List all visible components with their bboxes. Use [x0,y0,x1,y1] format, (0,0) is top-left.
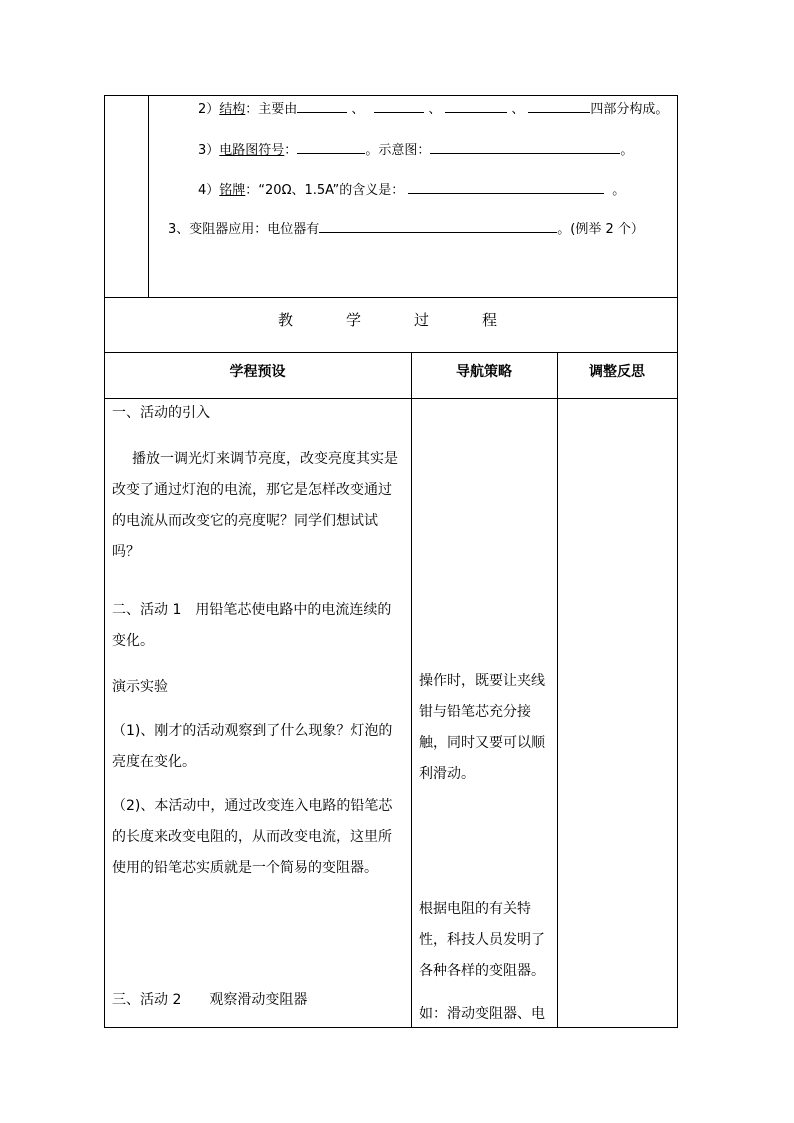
table-top-border [104,95,678,96]
column-divider-1 [411,352,412,1028]
column-divider-2 [557,352,558,1028]
blank [374,100,424,113]
demo-experiment: 演示实验 [112,679,168,695]
blank [445,100,507,113]
strategy-note-3: 如：滑动变阻器、电 [419,1006,545,1022]
process-char: 教 [278,311,294,329]
blank [408,181,604,194]
strategy-note-1: 操作时，既要让夹线钳与铅笔芯充分接触，同时又要可以顺利滑动。 [419,673,545,782]
structure-term: 结构 [219,102,246,117]
blank [297,100,347,113]
blank [430,141,620,154]
column-header-strategy: 导航策略 [456,364,512,380]
symbol-item: 3）电路图符号： 。示意图： 。 [198,143,634,158]
application-item: 3、变阻器应用：电位器有 。(例举 2 个） [168,222,644,237]
activity-intro-text: 播放一调光灯来调节亮度，改变亮度其实是改变了通过灯泡的电流，那它是怎样改变通过的电流从而改变它的亮度呢？同学们想试试吗？ [112,451,398,560]
blank [319,220,557,233]
symbol-term: 电路图符号 [219,143,285,158]
blank [297,141,365,154]
nameplate-term: 铭牌 [219,183,246,198]
top-inner-divider [148,95,149,297]
question-1: （1)、刚才的活动观察到了什么现象？灯泡的亮度在变化。 [112,723,393,770]
activity-intro-heading: 一、活动的引入 [112,405,210,421]
blank [528,100,590,113]
process-char: 学 [346,311,362,329]
row-divider-header [104,352,678,353]
process-char: 程 [482,311,498,329]
column-header-plan: 学程预设 [229,364,286,380]
table-bottom-border [104,1027,678,1028]
column-header-reflection: 调整反思 [589,364,645,380]
structure-item: 2）结构：主要由 、 、 、 四部分构成。 [198,102,669,117]
strategy-note-2: 根据电阻的有关特性，科技人员发明了各种各样的变阻器。 [419,901,545,979]
table-left-border [104,95,105,1028]
activity2-heading: 三、活动 2 观察滑动变阻器 [112,992,308,1008]
nameplate-item: 4）铭牌：“20Ω、1.5A”的含义是： 。 [198,183,626,198]
table-right-border [677,95,678,1028]
row-divider-process [104,297,678,298]
question-2: （2)、本活动中，通过改变连入电路的铅笔芯的长度来改变电阻的，从而改变电流，这里所使用的铅笔芯实质就是一个简易的变阻器。 [112,798,393,876]
activity1-heading: 二、活动 1 用铅笔芯使电路中的电流连续的变化。 [112,602,392,649]
process-char: 过 [414,311,430,329]
